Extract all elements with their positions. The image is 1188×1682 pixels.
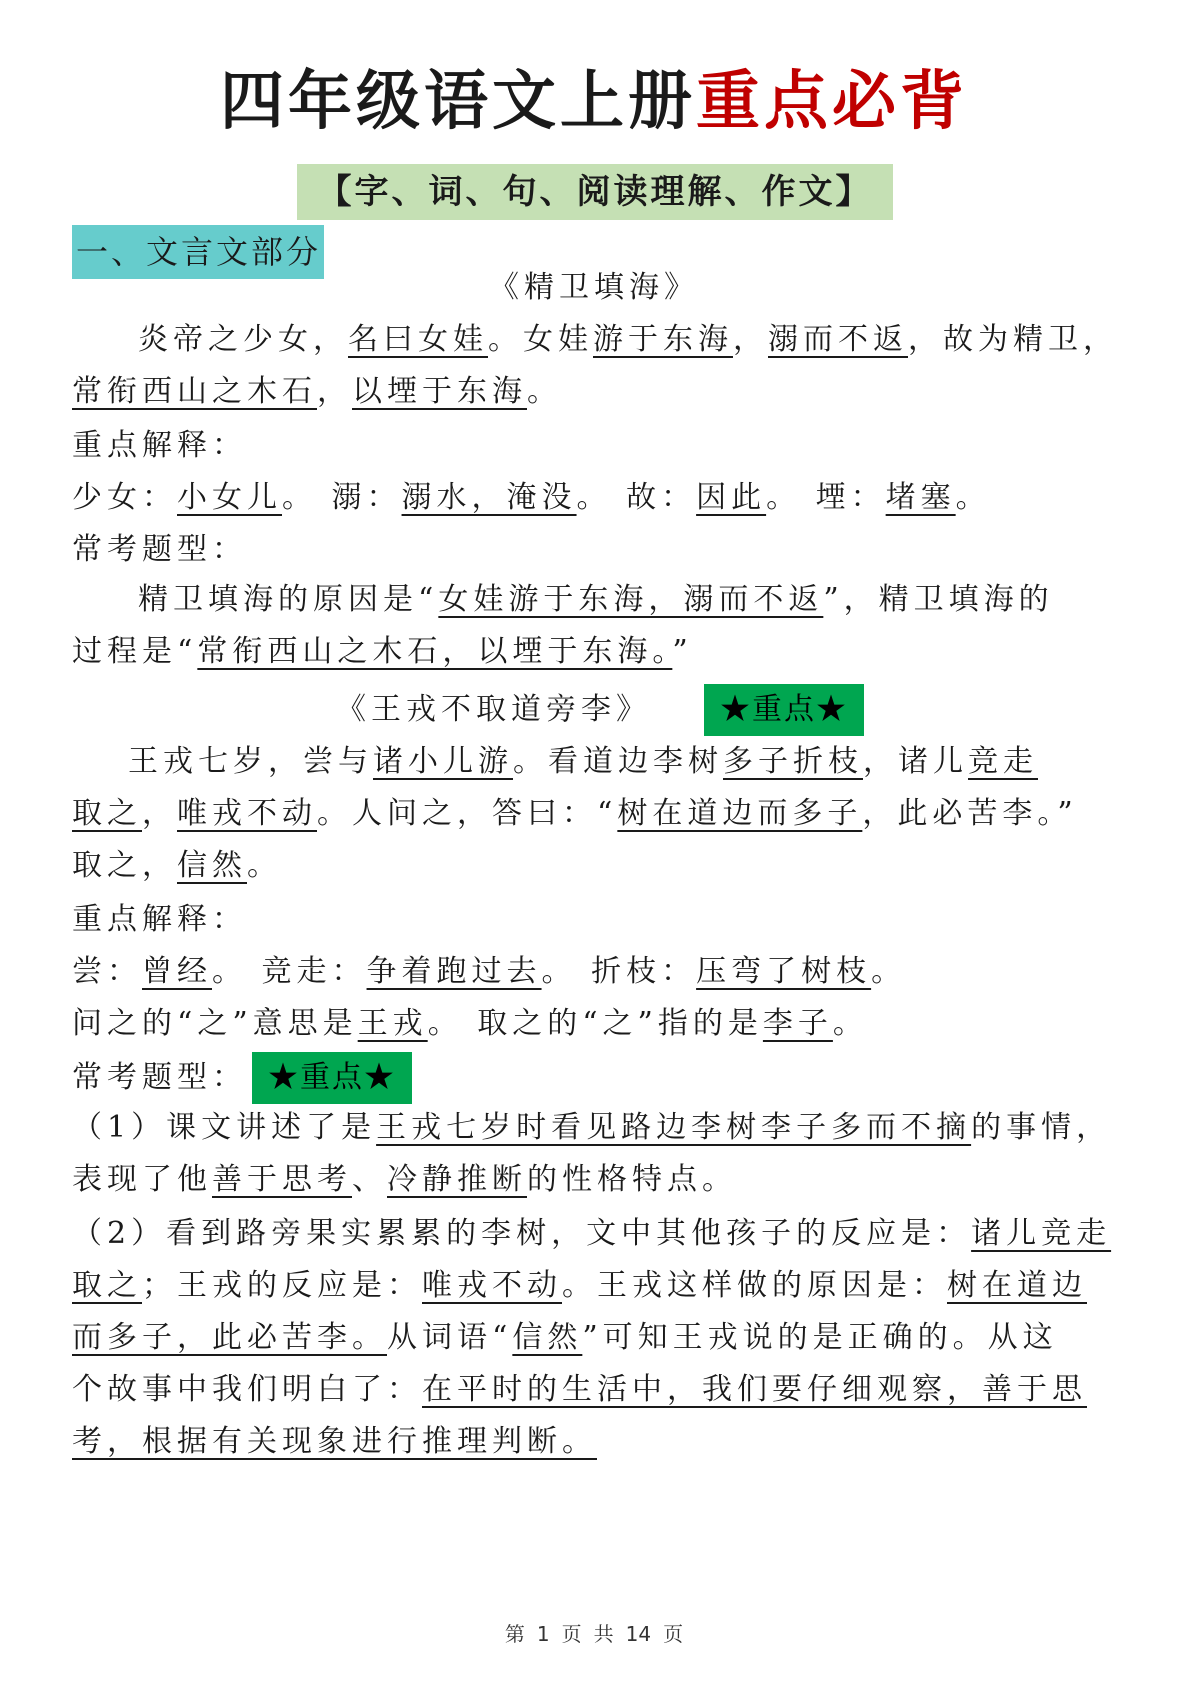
text-span: ， xyxy=(733,322,768,357)
wangrong-q2-line-1 xyxy=(72,1212,1116,1256)
text-span: ”，精卫填海的 xyxy=(823,582,1054,617)
underlined-text: 常衔西山之木石，以堙于东海。 xyxy=(197,634,673,669)
wangrong-q2-line-2 xyxy=(72,1264,1116,1308)
underlined-text: 取之 xyxy=(72,796,142,831)
underlined-text: 而多子，此必苦李。 xyxy=(72,1320,387,1355)
underlined-text: 信然 xyxy=(177,848,247,883)
underlined-text: 小女儿 xyxy=(177,480,282,515)
text-span: 。 故： xyxy=(576,480,697,515)
page-total: 14 xyxy=(625,1622,652,1646)
subtitle-banner: 【字、词、句、阅读理解、作文】 xyxy=(297,164,893,220)
text-span: 的事情， xyxy=(971,1110,1112,1145)
text-span: 少女： xyxy=(72,480,177,515)
underlined-text: 因此 xyxy=(696,480,767,515)
text-span: 精卫填海的原因是“ xyxy=(138,582,439,617)
text-span: 尝： xyxy=(72,954,142,989)
jingwei-notes-label: 重点解释： xyxy=(72,428,247,463)
underlined-text: 争着跑过去 xyxy=(366,954,542,989)
underlined-text: 诸儿竞走 xyxy=(971,1216,1112,1251)
underlined-text: 善于思考 xyxy=(212,1162,352,1197)
underlined-text: 王戎七岁时看见路边李树李子多而不摘 xyxy=(376,1110,972,1145)
jingwei-text-line-1 xyxy=(72,318,1182,362)
underlined-text: 冷静推断 xyxy=(387,1162,527,1197)
text-span: 个故事中我们明白了： xyxy=(72,1372,422,1407)
key-point-badge-2: ★重点★ xyxy=(252,1052,412,1104)
jingwei-heading: 《精卫填海》 xyxy=(489,270,699,305)
text-span: 过程是“ xyxy=(72,634,198,669)
underlined-text: 溺水，淹没 xyxy=(401,480,577,515)
wangrong-text-line-2 xyxy=(72,792,1116,836)
text-span: 。看道边李树 xyxy=(513,744,723,779)
title-main: 四年级语文上册 xyxy=(220,64,696,139)
wangrong-notes-line-2 xyxy=(72,1002,1116,1046)
underlined-text: 以堙于东海 xyxy=(352,374,527,409)
underlined-text: 信然 xyxy=(512,1320,583,1355)
underlined-text: 诸小儿游 xyxy=(373,744,513,779)
text-span: ，故为精卫， xyxy=(908,322,1118,357)
underlined-text: 竞走 xyxy=(968,744,1038,779)
text-span: （1）课文讲述了是 xyxy=(72,1110,377,1145)
text-span: 。人问之，答曰：“ xyxy=(317,796,618,831)
underlined-text: 王戎 xyxy=(357,1006,428,1041)
text-span: 。 溺： xyxy=(282,480,402,515)
underlined-text: 考，根据有关现象进行推理判断。 xyxy=(72,1424,597,1459)
section-heading: 一、文言文部分 xyxy=(72,225,324,279)
text-span: 页 xyxy=(561,1622,582,1646)
text-span: （2）看到路旁果实累累的李树，文中其他孩子的反应是： xyxy=(72,1216,972,1251)
text-span: 取之， xyxy=(72,848,177,883)
underlined-text: 曾经 xyxy=(142,954,212,989)
wangrong-text-line-1 xyxy=(72,740,1172,784)
text-span: 、 xyxy=(352,1162,387,1197)
wangrong-notes-line-1 xyxy=(72,950,1116,994)
text-span: ，诸儿 xyxy=(863,744,968,779)
wangrong-q1-line-1 xyxy=(72,1106,1116,1150)
underlined-text: 李子 xyxy=(762,1006,833,1041)
wangrong-q2-line-4 xyxy=(72,1368,1116,1412)
underlined-text: 树在道边 xyxy=(947,1268,1087,1303)
text-span: ， xyxy=(317,374,352,409)
jingwei-notes xyxy=(72,476,1116,520)
underlined-text: 树在道边而多子 xyxy=(617,796,863,831)
text-span: 从词语“ xyxy=(387,1320,513,1355)
text-span: 。 xyxy=(871,954,907,989)
text-span: ；王戎的反应是： xyxy=(142,1268,422,1303)
text-span: 表现了他 xyxy=(72,1162,212,1197)
underlined-text: 常衔西山之木石 xyxy=(72,374,317,409)
page-title xyxy=(0,62,1188,142)
text-span: 的性格特点。 xyxy=(527,1162,737,1197)
page-footer xyxy=(0,1618,1188,1647)
text-span: 。 xyxy=(955,480,991,515)
text-span: 。 xyxy=(832,1006,868,1041)
underlined-text: 堵塞 xyxy=(885,480,956,515)
key-point-badge: ★重点★ xyxy=(704,684,864,736)
underlined-text: 唯戎不动 xyxy=(177,796,317,831)
wangrong-text-line-3 xyxy=(72,844,1116,888)
underlined-text: 多子折枝 xyxy=(723,744,863,779)
page-number: 1 xyxy=(536,1622,550,1646)
wangrong-heading: 《王戎不取道旁李》 xyxy=(336,692,651,727)
text-span: 。王戎这样做的原因是： xyxy=(562,1268,947,1303)
text-span: ” xyxy=(672,634,693,669)
text-span: 。 取之的“之”指的是 xyxy=(427,1006,763,1041)
text-span: 。 竞走： xyxy=(212,954,367,989)
underlined-text: 溺而不返 xyxy=(768,322,908,357)
text-span: ，此必苦李。” xyxy=(862,796,1078,831)
text-span: 第 xyxy=(504,1622,525,1646)
underlined-text: 压弯了树枝 xyxy=(696,954,872,989)
text-span: 共 xyxy=(593,1622,614,1646)
wangrong-notes-label: 重点解释： xyxy=(72,902,247,937)
text-span: 页 xyxy=(663,1622,684,1646)
wangrong-question-label: 常考题型： xyxy=(72,1060,247,1095)
text-span: 。 xyxy=(247,848,282,883)
underlined-text: 女娃游于东海，溺而不返 xyxy=(438,582,824,617)
wangrong-q2-line-3 xyxy=(72,1316,1116,1360)
wangrong-q1-line-2 xyxy=(72,1158,1116,1202)
underlined-text: 名曰女娃 xyxy=(348,322,488,357)
underlined-text: 取之 xyxy=(72,1268,142,1303)
jingwei-question-line-1 xyxy=(72,578,1182,622)
text-span: 。 xyxy=(527,374,562,409)
text-span: ”可知王戎说的是正确的。从这 xyxy=(582,1320,1058,1355)
text-span: 王戎七岁，尝与 xyxy=(128,744,373,779)
text-span: ， xyxy=(142,796,177,831)
text-span: 炎帝之少女， xyxy=(138,322,348,357)
underlined-text: 游于东海 xyxy=(593,322,733,357)
jingwei-text-line-2 xyxy=(72,370,1116,414)
underlined-text: 唯戎不动 xyxy=(422,1268,562,1303)
jingwei-question-line-2 xyxy=(72,630,1116,674)
underlined-text: 在平时的生活中，我们要仔细观察，善于思 xyxy=(422,1372,1087,1407)
title-highlight: 重点必背 xyxy=(696,64,968,139)
text-span: 。女娃 xyxy=(488,322,593,357)
jingwei-question-label: 常考题型： xyxy=(72,532,247,567)
wangrong-q2-line-5 xyxy=(72,1420,1116,1464)
text-span: 。 折枝： xyxy=(541,954,697,989)
text-span: 。 堙： xyxy=(766,480,886,515)
text-span: 问之的“之”意思是 xyxy=(72,1006,358,1041)
